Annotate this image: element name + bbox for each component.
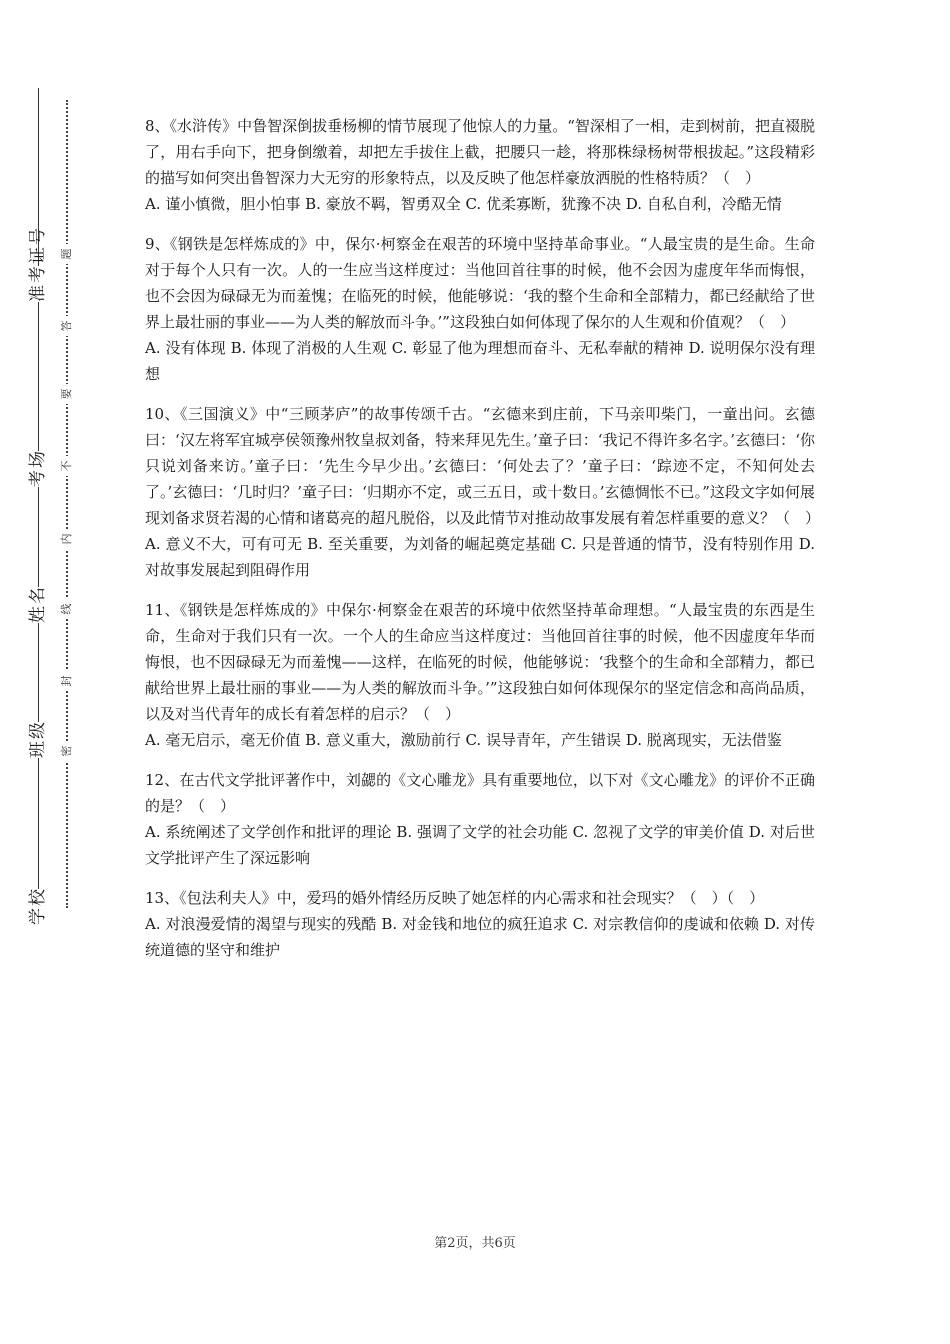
- seal-char-nei: 内: [57, 529, 77, 549]
- school-label: 学校: [20, 889, 56, 925]
- question-stem: 9、《钢铁是怎样炼成的》中，保尔·柯察金在艰苦的环境中坚持革命事业。“人最宝贵的是生命。生命对于每个人只有一次。人的一生应当这样度过：当他回首往事的时候，他不会因为虚度年华而悔恨，也不会因为碌碌无为而羞愧；在临死的时候，他能够说：‘我的整个生命和全部精力，都已经献给了世界上最壮丽的事业——为人类的解放而斗争。’”这段独白如何体现了保尔的人生观和价值观？（ ）: [145, 235, 815, 331]
- binding-solid-line: [38, 88, 39, 918]
- question-options: A. 谨小慎微，胆小怕事 B. 豪放不羁，智勇双全 C. 优柔寡断，犹豫不决 D. 自私自利，冷酷无情: [145, 195, 782, 213]
- seal-dotted-line: [66, 100, 68, 908]
- exam-number-label: 准考证号: [20, 266, 56, 302]
- question-stem: 8、《水浒传》中鲁智深倒拔垂杨柳的情节展现了他惊人的力量。“智深相了一相，走到树前，把直裰脱了，用右手向下，把身倒缴着，却把左手拔住上截，把腰只一趁，将那株绿杨树带根拔起。”这段精彩的描写如何突出鲁智深力大无穷的形象特点，以及反映了他怎样豪放洒脱的性格特质？（ ）: [145, 117, 815, 187]
- page-number: 第2页，共6页: [434, 1236, 516, 1251]
- question-13: [145, 885, 815, 963]
- seal-char-mi: 密: [57, 741, 77, 761]
- question-9: [145, 231, 815, 387]
- question-stem: 13、《包法利夫人》中，爱玛的婚外情经历反映了她怎样的内心需求和社会现实？（ ）（ ）: [145, 889, 765, 907]
- question-stem: 10、《三国演义》中“三顾茅庐”的故事传颂千古。“玄德来到庄前，下马亲叩柴门，一童出问。玄德曰：‘汉左将军宜城亭侯领豫州牧皇叔刘备，特来拜见先生。’童子曰：‘我记不得许多名字。’玄德曰：‘你只说刘备来访。’童子曰：‘先生今早少出。’玄德曰：‘何处去了？’童子曰：‘踪迹不定，不知何处去了。’玄德曰：‘几时归？’童子曰：‘归期亦不定，或三五日，或十数日。’玄德惆怅不已。”这段文字如何展现刘备求贤若渴的心情和诸葛亮的超凡脱俗，以及此情节对推动故事发展有着怎样重要的意义？（ ）: [145, 405, 821, 527]
- question-options: A. 意义不大，可有可无 B. 至关重要，为刘备的崛起奠定基础 C. 只是普通的情节，没有特别作用 D. 对故事发展起到阻碍作用: [145, 535, 815, 579]
- question-12: [145, 767, 815, 871]
- seal-char-bu: 不: [57, 456, 77, 476]
- class-label: 班级: [20, 722, 56, 758]
- seal-char-feng: 封: [57, 671, 77, 691]
- seal-char-xian: 线: [57, 599, 77, 619]
- seal-char-yao: 要: [57, 384, 77, 404]
- question-8: [145, 113, 815, 217]
- question-list: [145, 113, 821, 963]
- question-options: A. 毫无启示，毫无价值 B. 意义重大，激励前行 C. 误导青年，产生错误 D. 脱离现实，无法借鉴: [145, 731, 782, 749]
- exam-room-label: 考场: [20, 451, 56, 487]
- question-options: A. 没有体现 B. 体现了消极的人生观 C. 彰显了他为理想而奋斗、无私奉献的精神 D. 说明保尔没有理想: [145, 339, 815, 383]
- question-stem: 11、《钢铁是怎样炼成的》中保尔·柯察金在艰苦的环境中依然坚持革命理想。“人最宝贵的东西是生命，生命对于我们只有一次。一个人的生命应当这样度过：当他回首往事的时候，他不因虚度年华而悔恨，也不因碌碌无为而羞愧——这样，在临死的时候，他能够说：‘我整个的生命和全部精力，都已献给世界上最壮丽的事业——为人类的解放而斗争。’”这段独白如何体现保尔的坚定信念和高尚品质，以及对当代青年的成长有着怎样的启示？（ ）: [145, 601, 815, 723]
- binding-margin: [0, 0, 110, 1344]
- name-label: 姓名: [20, 587, 56, 623]
- seal-char-ti: 题: [57, 244, 77, 264]
- question-11: [145, 597, 815, 753]
- question-10: [145, 401, 821, 583]
- seal-char-da: 答: [57, 316, 77, 336]
- question-stem: 12、在古代文学批评著作中，刘勰的《文心雕龙》具有重要地位，以下对《文心雕龙》的评价不正确的是？（ ）: [145, 771, 815, 815]
- question-options: A. 对浪漫爱情的渴望与现实的残酷 B. 对金钱和地位的疯狂追求 C. 对宗教信仰的虔诚和依赖 D. 对传统道德的坚守和维护: [145, 915, 815, 959]
- question-options: A. 系统阐述了文学创作和批评的理论 B. 强调了文学的社会功能 C. 忽视了文学的审美价值 D. 对后世文学批评产生了深远影响: [145, 823, 815, 867]
